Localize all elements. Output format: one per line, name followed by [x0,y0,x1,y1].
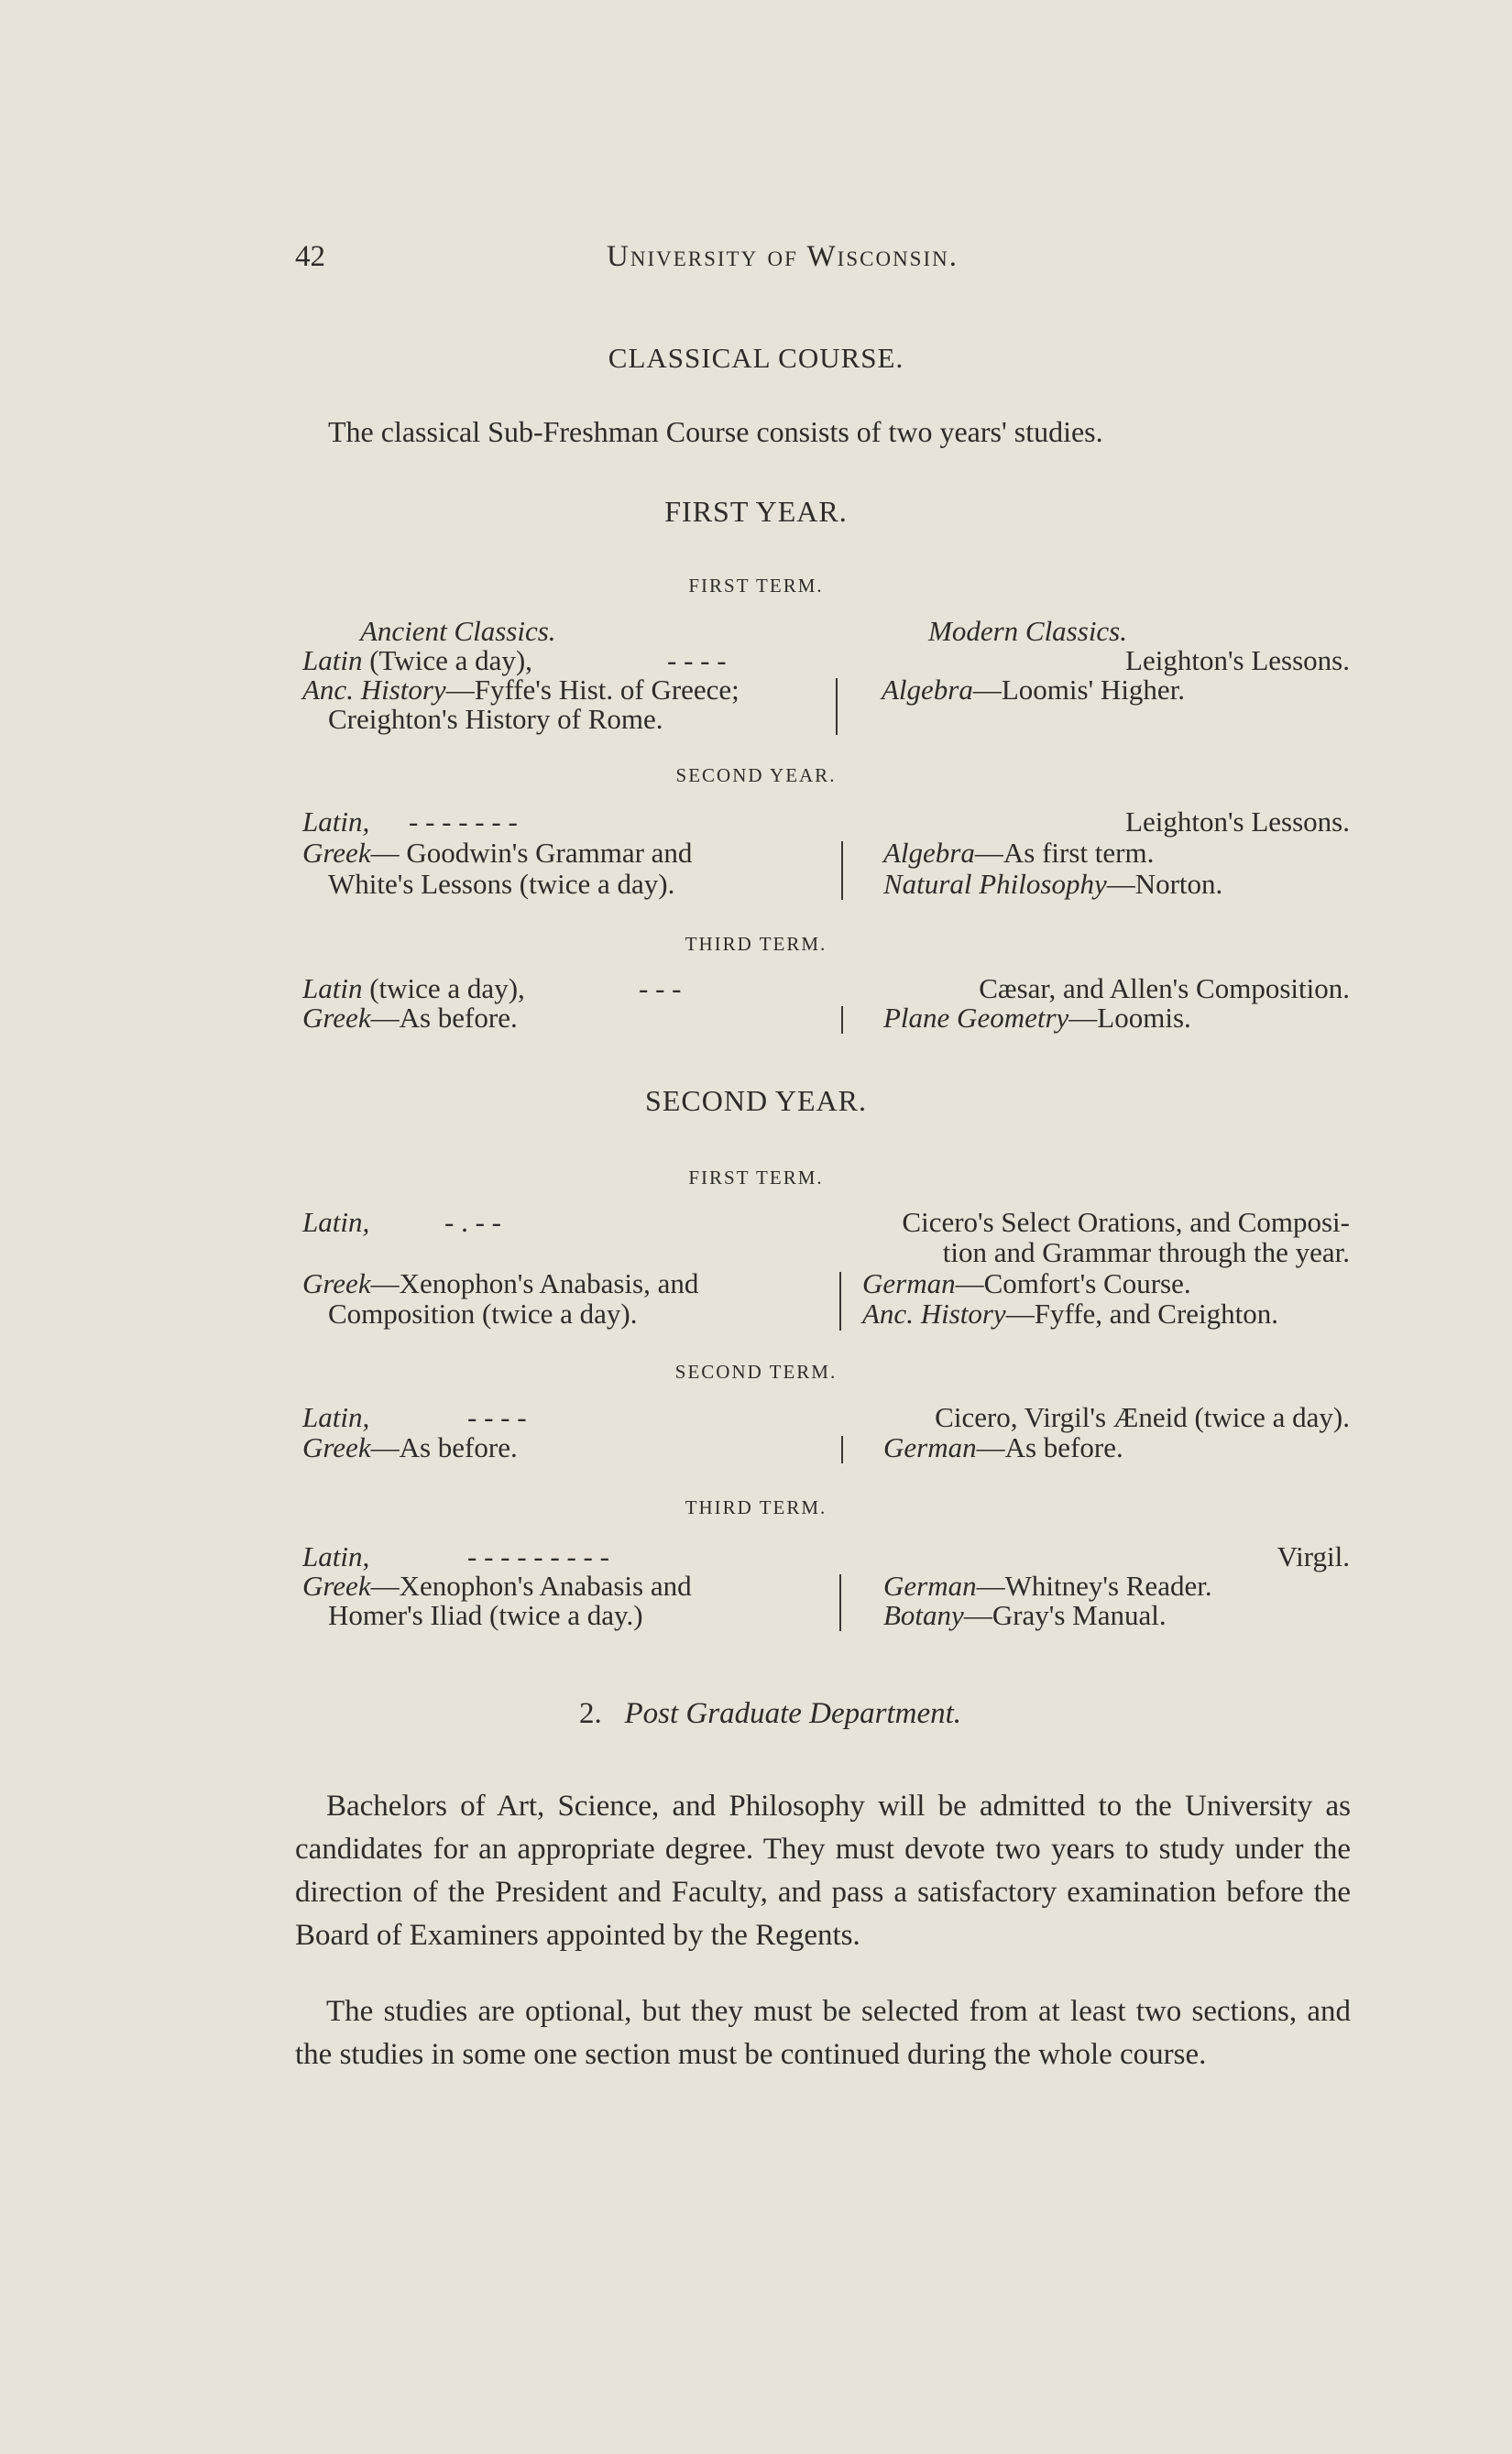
course-line: Algebra—As first term. [883,837,1155,869]
column-divider [841,841,843,900]
term-label: SECOND YEAR. [675,764,837,786]
course-line-continued: Creighton's History of Rome. [328,703,663,735]
course-text: Cicero's Select Orations, and Composi- [902,1206,1350,1238]
column-heading-modern: Modern Classics. [928,615,1127,647]
course-text: Cicero, Virgil's Æneid (twice a day). [935,1401,1350,1433]
paragraph: Bachelors of Art, Science, and Philosophy will be admitted to the University as candidates for an appropriate degree. They must devote two years to study under the direction of the President and Faculty, and pass a satisfactory examination before the Board of Examiners appointed by the Regents. [295,1790,1351,1952]
course-line: Latin (twice a day), [302,972,525,1004]
column-divider [841,1006,843,1034]
leader-dashes: - . - - [444,1206,501,1238]
course-line: Latin, [302,1206,370,1238]
course-line: German—Whitney's Reader. [883,1570,1212,1602]
column-heading-ancient: Ancient Classics. [360,615,556,647]
course-line: Greek—Xenophon's Anabasis and [302,1570,692,1602]
course-line: Anc. History—Fyffe, and Creighton. [862,1298,1279,1330]
course-line: Botany—Gray's Manual. [883,1599,1167,1631]
course-text: Virgil. [1276,1540,1350,1572]
leader-dashes: - - - - [667,644,727,676]
column-divider [839,1272,841,1331]
page-number: 42 [295,240,325,273]
running-title: University of Wisconsin. [607,240,959,273]
course-line-continued: White's Lessons (twice a day). [328,868,675,900]
course-line: Latin, [302,805,370,838]
course-line: Latin (Twice a day), [302,644,532,676]
course-line: Greek—As before. [302,1002,518,1034]
course-line: Latin, [302,1540,370,1572]
course-line: Natural Philosophy—Norton. [883,868,1223,900]
course-line: Plane Geometry—Loomis. [883,1002,1191,1034]
course-line-continued: tion and Grammar through the year. [942,1236,1350,1268]
paragraph: The studies are optional, but they must be selected from at least two sections, and the studies in some one section must be continued during the whole course. [295,1995,1351,2071]
first-year-heading: FIRST YEAR. [664,495,848,528]
leader-dashes: - - - - [467,1401,527,1433]
column-divider [839,1574,841,1631]
course-title: CLASSICAL COURSE. [608,342,904,374]
term-label: FIRST TERM. [688,575,824,597]
second-year-heading: SECOND YEAR. [645,1084,867,1117]
intro-text: The classical Sub-Freshman Course consists of two years' studies. [328,415,1103,448]
leader-dashes: - - - - - - - [409,805,518,838]
column-divider [836,678,838,735]
course-line-continued: Homer's Iliad (twice a day.) [328,1599,643,1631]
course-line: German—Comfort's Course. [862,1267,1191,1299]
course-line: German—As before. [883,1431,1123,1463]
course-line: Greek—Xenophon's Anabasis, and [302,1267,699,1299]
course-line: Latin, [302,1401,370,1433]
term-label: THIRD TERM. [685,933,827,955]
course-line: Algebra—Loomis' Higher. [882,674,1186,706]
leader-dashes: - - - [639,972,682,1004]
term-label: FIRST TERM. [688,1167,824,1189]
term-label: SECOND TERM. [674,1361,838,1383]
leader-dashes: - - - - - - - - - [467,1540,609,1572]
course-line-continued: Composition (twice a day). [328,1298,638,1330]
course-line: Anc. History—Fyffe's Hist. of Greece; [302,674,740,706]
section-heading: 2. Post Graduate Department. [579,1697,962,1730]
course-line: Greek— Goodwin's Grammar and [302,837,693,869]
course-text: Leighton's Lessons. [1125,805,1350,838]
course-text: Cæsar, and Allen's Composition. [979,972,1350,1004]
term-label: THIRD TERM. [685,1496,827,1518]
column-divider [841,1436,843,1463]
course-line: Greek—As before. [302,1431,518,1463]
course-text: Leighton's Lessons. [1125,644,1350,676]
